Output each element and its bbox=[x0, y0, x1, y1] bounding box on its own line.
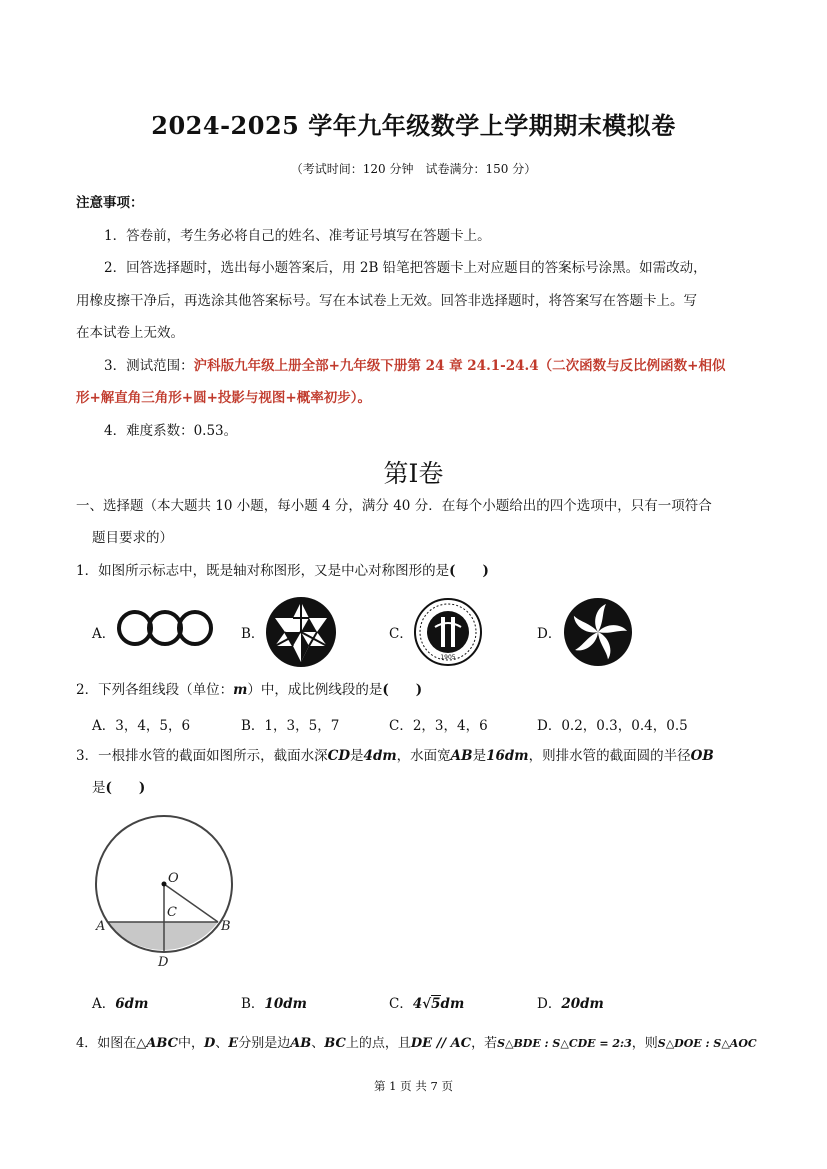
notice-item-3-scope: 沪科版九年级上册全部+九年级下册第 24 章 24.1-24.4（二次函数与反比例函数+相似 bbox=[193, 358, 726, 374]
q3-pipe-diagram bbox=[90, 812, 250, 972]
q2-answer-paren: ( ) bbox=[382, 682, 423, 698]
q2-option-a: A．3，4，5，6 bbox=[92, 718, 191, 734]
water-region bbox=[108, 922, 218, 950]
section-1-line-2: 题目要求的） bbox=[92, 530, 173, 546]
q2-option-c: C．2，3，4，6 bbox=[389, 718, 488, 734]
q3-stem-line-2: 是( ) bbox=[92, 780, 146, 796]
emblem-year: 1905 bbox=[440, 654, 456, 661]
ring-3 bbox=[179, 612, 211, 644]
q3-option-d: D．20dm bbox=[537, 996, 604, 1012]
bauhinia-flower-icon bbox=[562, 596, 634, 668]
notice-item-2-line-2: 用橡皮擦干净后，再选涂其他答案标号。写在本试卷上无效。回答非选择题时，将答案写在答题卡上。写 bbox=[76, 293, 697, 309]
olympic-rings-icon bbox=[115, 606, 217, 654]
notice-item-3-line-1 bbox=[104, 356, 725, 376]
q2-stem: 2．下列各组线段（单位：m）中，成比例线段的是( ) bbox=[76, 682, 423, 698]
label-o: O bbox=[168, 871, 179, 886]
q1-answer-paren: ( ) bbox=[449, 563, 489, 579]
q4-stem: 4．如图在△ABC中，D、E分别是边AB、BC上的点，且DE // AC，若S△BDE : S△CDE = 2:3，则S△DOE : S△AOC bbox=[76, 1036, 757, 1051]
hexagram-cube-logo-icon bbox=[265, 596, 337, 668]
q1-option-d-label: D． bbox=[537, 626, 562, 642]
label-d: D bbox=[158, 955, 169, 970]
ring-1 bbox=[119, 612, 151, 644]
volume-title: 第Ⅰ卷 bbox=[383, 459, 444, 488]
university-emblem-icon bbox=[413, 597, 483, 667]
notice-item-2-line-1: 2．回答选择题时，选出每小题答案后，用 2B 铅笔把答题卡上对应题目的答案标号涂黑。如需改动， bbox=[104, 260, 707, 276]
q1-option-a-label: A． bbox=[92, 626, 116, 642]
notice-item-3-line-2: 形+解直角三角形+圆+投影与视图+概率初步）。 bbox=[76, 390, 371, 406]
q3-answer-paren: ( ) bbox=[105, 780, 146, 796]
q2-option-d: D．0.2，0.3，0.4，0.5 bbox=[537, 718, 688, 734]
label-a: A bbox=[96, 919, 106, 934]
ring-2 bbox=[149, 612, 181, 644]
q1-option-b-label: B． bbox=[241, 626, 265, 642]
q3-option-b: B．10dm bbox=[241, 996, 307, 1012]
exam-title: 2024-2025 学年九年级数学上学期期末模拟卷 bbox=[151, 111, 676, 140]
notice-item-2-line-3: 在本试卷上无效。 bbox=[76, 325, 184, 341]
q3-stem-line-1: 3．一根排水管的截面如图所示，截面水深CD是4dm，水面宽AB是16dm，则排水管的截面圆的半径OB bbox=[76, 748, 714, 764]
q2-option-b: B．1，3，5，7 bbox=[241, 718, 340, 734]
notice-item-1: 1．答卷前，考生务必将自己的姓名、准考证号填写在答题卡上。 bbox=[104, 228, 491, 244]
q1-stem: 1．如图所示标志中，既是轴对称图形，又是中心对称图形的是( ) bbox=[76, 563, 489, 579]
label-b: B bbox=[221, 919, 231, 934]
section-1-line-1: 一、选择题（本大题共 10 小题，每小题 4 分，满分 40 分．在每个小题给出的四个选项中，只有一项符合 bbox=[76, 498, 712, 514]
notice-item-3-prefix: 3．测试范围： bbox=[104, 358, 194, 374]
sqrt-symbol: √ bbox=[422, 996, 432, 1012]
label-c: C bbox=[167, 905, 177, 920]
q1-option-c-label: C． bbox=[389, 626, 413, 642]
page-footer: 第 1 页 共 7 页 bbox=[374, 1079, 453, 1093]
notice-heading: 注意事项： bbox=[76, 195, 144, 211]
exam-subtitle: （考试时间：120 分钟 试卷满分：150 分） bbox=[290, 162, 537, 176]
notice-item-4: 4．难度系数：0.53。 bbox=[104, 423, 238, 439]
center-point bbox=[162, 882, 167, 887]
q3-option-c: C．4√5dm bbox=[389, 996, 465, 1012]
q3-option-a: A．6dm bbox=[92, 996, 149, 1012]
